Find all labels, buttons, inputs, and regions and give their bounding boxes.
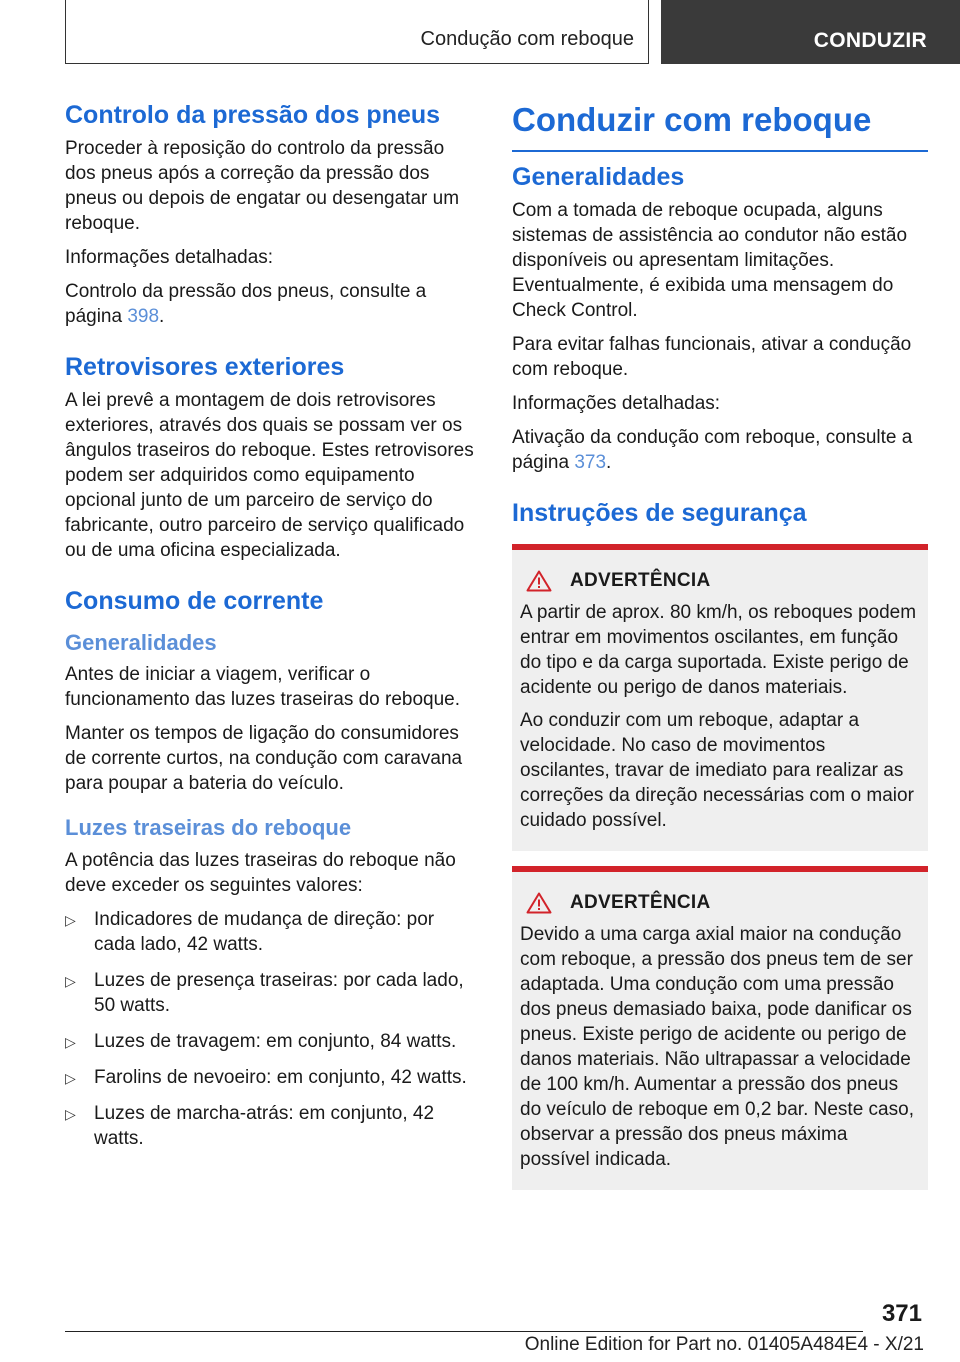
warning-text: A partir de aprox. 80 km/h, os reboques podem entrar em movimentos oscilantes, em função do tipo e da carga suportada. Existe perigo de acidente ou perigo de danos materiais. [520,601,917,698]
chapter-title: Conduzir com reboque [512,100,928,152]
warning-text: Ao conduzir com um reboque, adaptar a velocidade. No caso de movimentos oscilantes, travar de imediato para realizar as correções da direção necessárias com o maior cuidado possível. [520,709,914,831]
page-number: 371 [881,1300,922,1327]
list-item: ▷ Luzes de presença traseiras: por cada lado, 50 watts. [65,969,464,1016]
paragraph: A lei prevê a montagem de dois retrovisores exteriores, através dos quais se possam ver os ângulos traseiros do reboque. Estes retrovisores podem ser adquiridos como equipamento opcional junto de um parceiro de serviço do fabricante, outro parceiro de serviço qualificado ou de uma oficina especializada. [65,390,474,561]
header-tab[interactable] [661,0,960,64]
subsection-title-general: Generalidades [65,630,217,655]
warning-box [512,544,928,851]
paragraph: Antes de iniciar a viagem, verificar o funcionamento das luzes traseiras do reboque. [65,664,461,711]
section-title-safety: Instruções de segurança [512,498,807,527]
section-title-mirrors: Retrovisores exteriores [65,353,345,381]
paragraph-reference: Ativação da condução com reboque, consulte a página 373. [512,426,913,473]
page-link[interactable]: 398 [127,306,160,327]
warning-text: Devido a uma carga axial maior na condução com reboque, a pressão dos pneus tem de ser adaptada. Uma condução com uma pressão dos pneus demasiado baixa, pode danificar os pneus. Existe perigo de acidente ou perigo de danos materiais. Não ultrapassar a velocidade de 100 km/h. Aumentar a pressão dos pneus do veículo de reboque em 0,2 bar. Neste caso, observar a pressão dos pneus máxima possível indicada. [520,923,914,1170]
header-tab-label: CONDUZIR [813,29,927,52]
warning-title: ADVERTÊNCIA [570,569,711,591]
triangle-right-icon: ▷ [65,911,76,928]
triangle-right-icon: ▷ [65,972,76,989]
warning-triangle-icon [526,570,552,592]
section-title-power-consumption: Consumo de corrente [65,587,324,615]
warning-box [512,866,928,1190]
paragraph: A potência das luzes traseiras do reboque não deve exceder os seguintes valores: [65,849,456,896]
paragraph-reference: Controlo da pressão dos pneus, consulte a página 398. [65,281,427,327]
paragraph: Com a tomada de reboque ocupada, alguns sistemas de assistência ao condutor não estão disponíveis ou apresentam limitações. Eventualmente, é exibida uma mensagem do Check Control. [512,199,908,321]
list-item: ▷ Luzes de marcha-atrás: em conjunto, 42 watts. [65,1102,435,1149]
page-link[interactable]: 373 [574,451,607,473]
paragraph: Informações detalhadas: [512,392,721,414]
right-column [512,100,928,1205]
warning-header [520,570,920,592]
header-section-title: Condução com reboque [420,28,634,50]
paragraph: Informações detalhadas: [65,247,274,268]
section-title-tire-pressure: Controlo da pressão dos pneus [65,101,441,129]
triangle-right-icon: ▷ [65,1105,76,1122]
warning-header [520,892,920,914]
footer-edition: Online Edition for Part no. 01405A484E4 - X/21 [524,1334,924,1355]
triangle-right-icon: ▷ [65,1069,76,1086]
left-column [65,100,480,1162]
list-item: ▷ Farolins de nevoeiro: em conjunto, 42 watts. [65,1065,480,1090]
warning-triangle-icon [526,892,552,914]
list-item: ▷ Indicadores de mudança de direção: por cada lado, 42 watts. [65,908,435,955]
subsection-title-trailer-lights: Luzes traseiras do reboque [65,815,352,841]
paragraph: Para evitar falhas funcionais, ativar a condução com reboque. [512,333,912,380]
triangle-right-icon: ▷ [65,1033,76,1050]
section-title-general: Generalidades [512,162,685,191]
footer-divider [65,1331,863,1332]
paragraph: Manter os tempos de ligação do consumidores de corrente curtos, na condução com caravana para poupar a bateria do veículo. [65,723,463,795]
paragraph: Proceder à reposição do controlo da pressão dos pneus após a correção da pressão dos pneus ou depois de engatar ou desengatar um reboque. [65,138,460,234]
bullet-list [65,907,480,1151]
list-item: ▷ Luzes de travagem: em conjunto, 84 watts. [65,1029,480,1054]
warning-title: ADVERTÊNCIA [570,891,711,913]
